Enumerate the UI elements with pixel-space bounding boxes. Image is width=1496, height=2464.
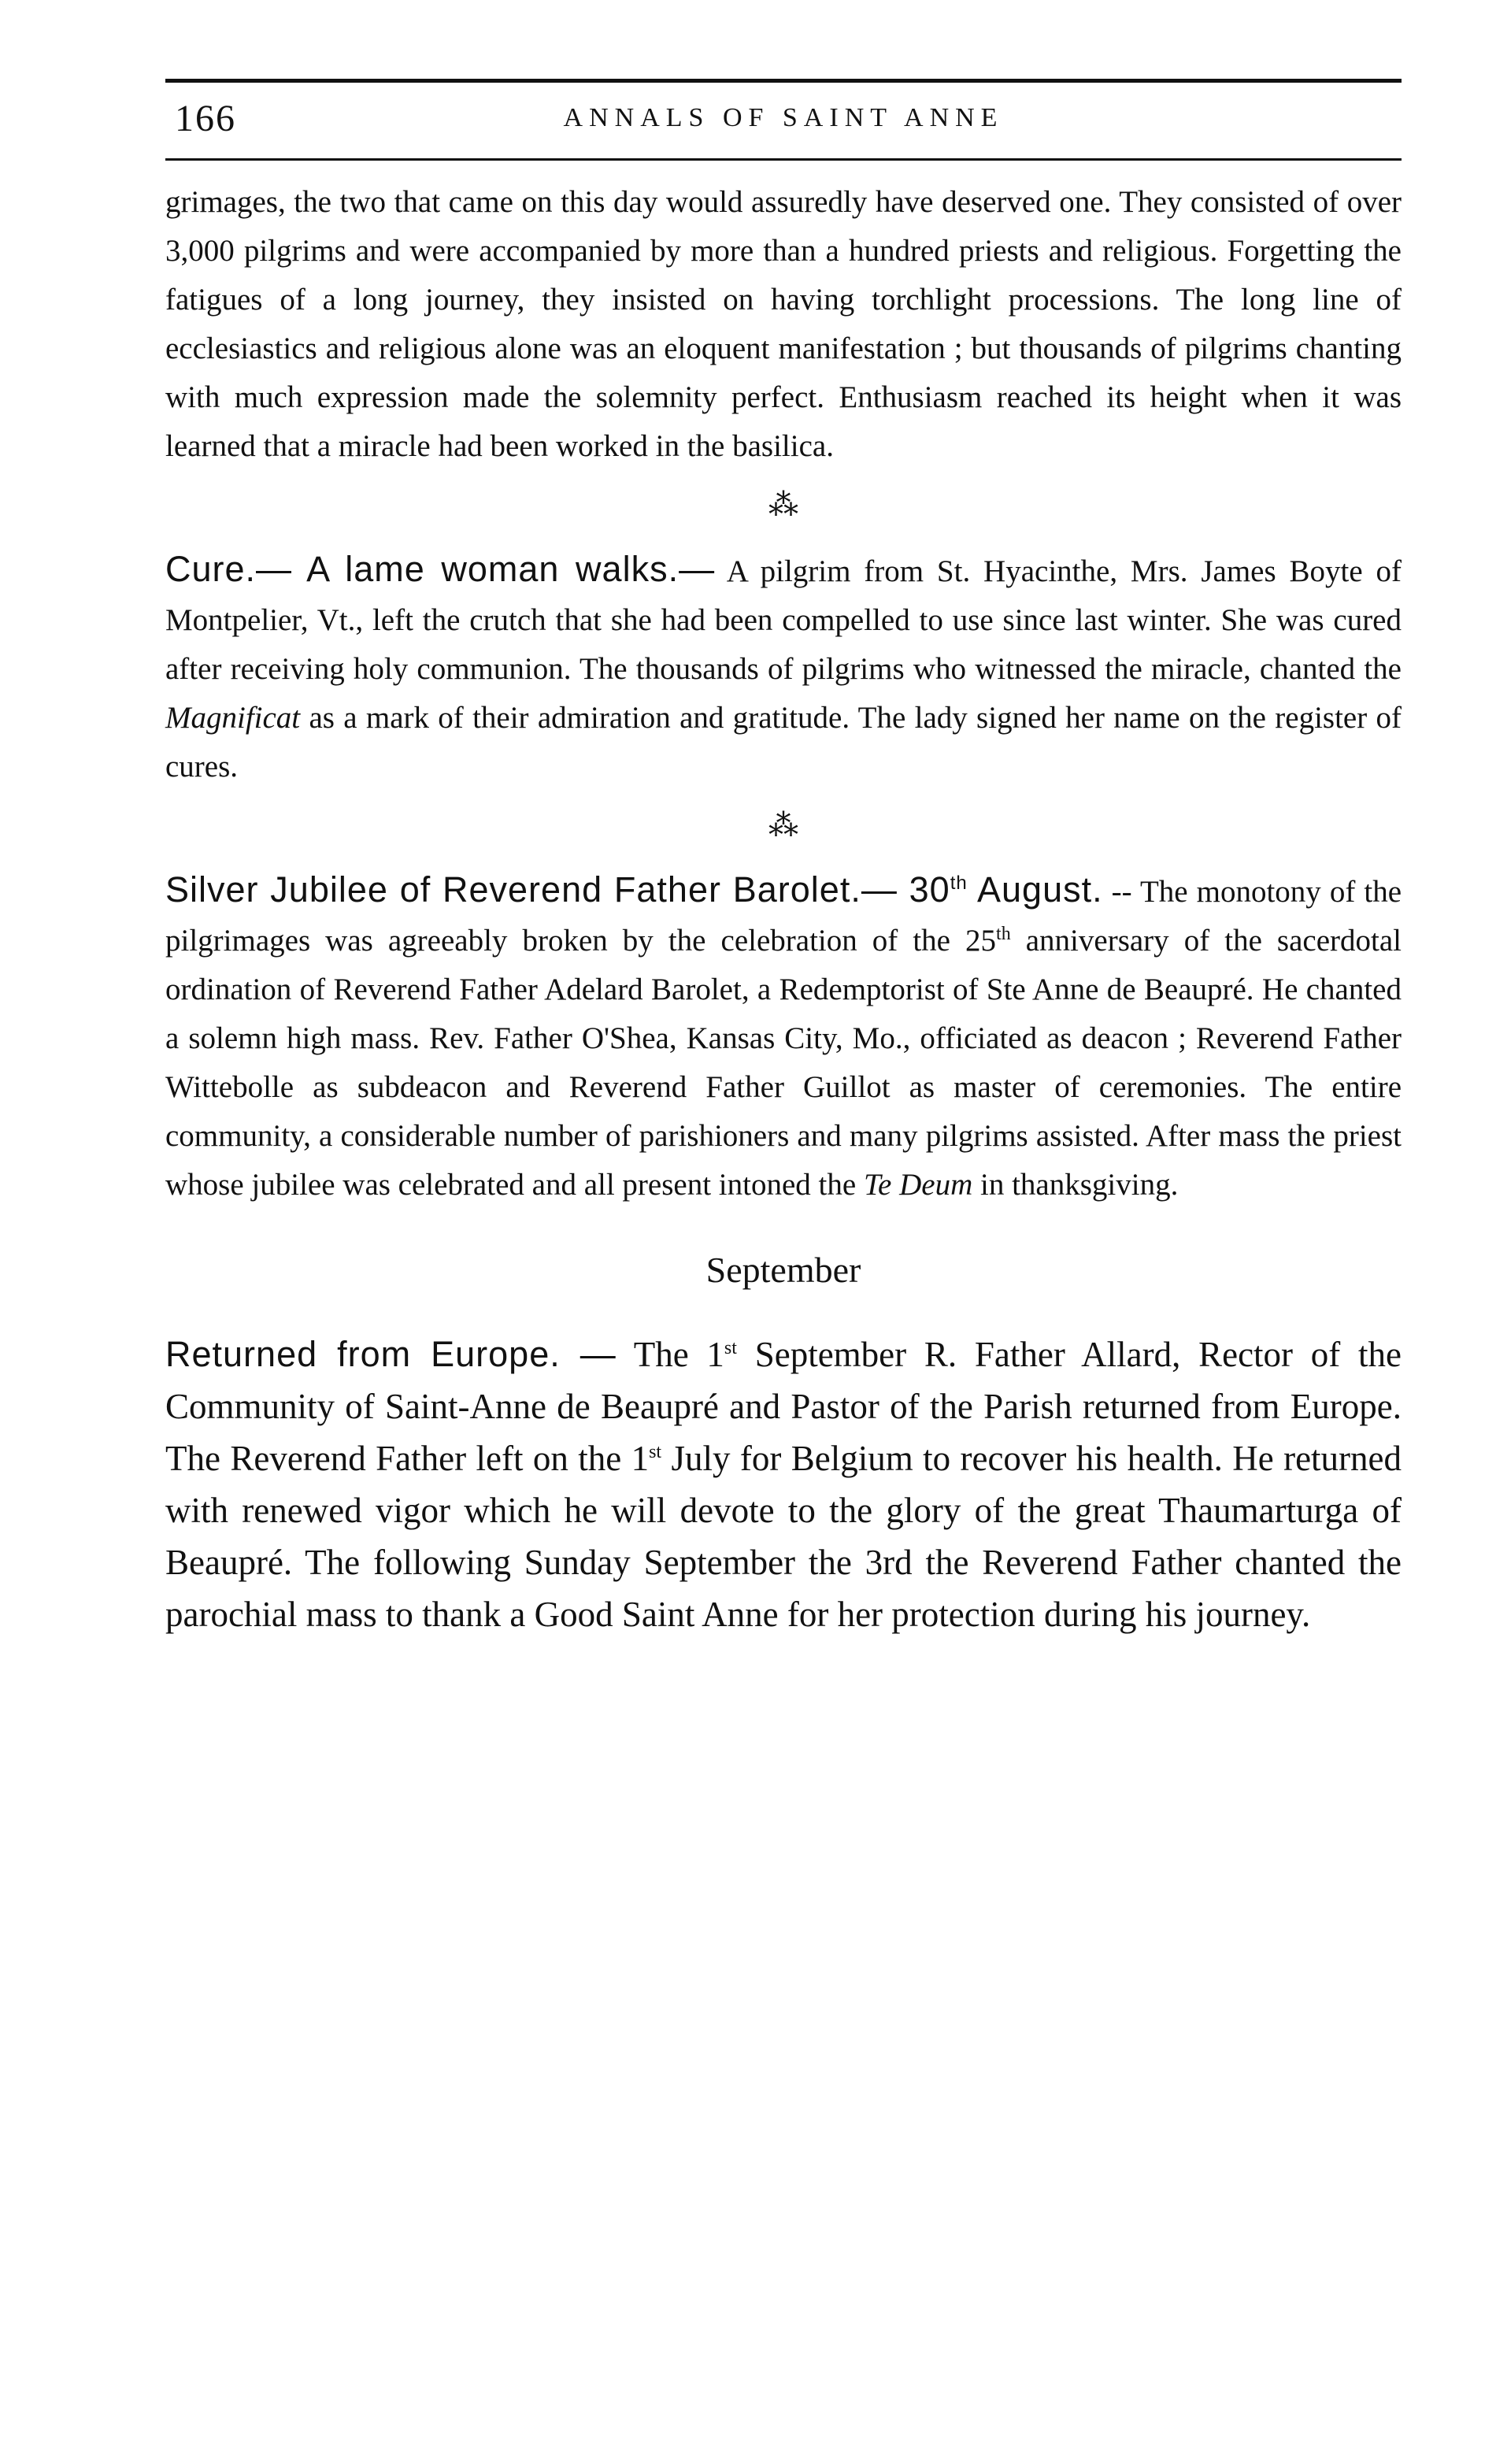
- ornament-divider: ⁂: [768, 489, 798, 522]
- jubilee-heading-text: Silver Jubilee of Reverend Father Barolet.— 30: [165, 869, 950, 910]
- jubilee-text: -- The monotony of the pilgrimages was agreeably broken by the celebration of the 25: [165, 875, 1402, 958]
- header-rule: [165, 158, 1402, 161]
- europe-heading: Returned from Europe. —: [165, 1334, 617, 1374]
- book-page: [165, 79, 1402, 1640]
- ornament-divider: ⁂: [768, 810, 798, 843]
- jubilee-heading: [165, 869, 1103, 910]
- intro-paragraph: grimages, the two that came on this day would assuredly have deserved one. They consisted of over 3,000 pilgrims and were accompanied by more than a hundred priests and religious. Forgetting the fatigues of a long journey, they insisted on having torchlight processions. The long line of ecclesiastics and religious alone was an eloquent manifestation ; but thousands of pilgrims chanting with much expression made the solemnity perfect. Enthusiasm reached its height when it was learned that a miracle had been worked in the basilica.: [165, 185, 1402, 463]
- cure-text: A pilgrim from St. Hyacinthe, Mrs. James Boyte of Montpelier, Vt., left the crutch that she had been compelled to use since last winter. She was cured after receiving holy communion. The thousands of pilgrims who witnessed the miracle, chanted the: [165, 554, 1402, 686]
- cure-paragraph: [165, 545, 1402, 791]
- jubilee-heading-end: August.: [977, 869, 1103, 910]
- page-header: [165, 79, 1402, 155]
- magnificat-title: Magnificat: [165, 701, 301, 735]
- europe-paragraph: [165, 1328, 1402, 1640]
- jubilee-paragraph: [165, 865, 1402, 1210]
- europe-sup-2: st: [649, 1442, 662, 1462]
- europe-sup-1: st: [724, 1338, 737, 1358]
- section-title-september: September: [705, 1250, 861, 1290]
- jubilee-text-end: in thanksgiving.: [980, 1168, 1179, 1202]
- cure-heading: Cure.— A lame woman walks.—: [165, 549, 716, 589]
- europe-text-3: July for Belgium to recover his health. He returned with renewed vigor which he will devote to the glory of the great Thaumarturga of Beaupré. The following Sunday September the 3rd the Reverend Father chanted the parochial mass to thank a Good Saint Anne for her protection during his journey.: [165, 1439, 1402, 1634]
- cure-text-end: as a mark of their admiration and gratitude. The lady signed her name on the register of cures.: [165, 701, 1402, 784]
- page-number: 166: [175, 98, 236, 139]
- running-title: ANNALS OF SAINT ANNE: [563, 103, 1004, 132]
- jubilee-text-2: anniversary of the sacerdotal ordination of Reverend Father Adelard Barolet, a Redemptorist of Ste Anne de Beaupré. He chanted a solemn high mass. Rev. Father O'Shea, Kansas City, Mo., officiated as deacon ; Reverend Father Wittebolle as subdeacon and Reverend Father Guillot as master of ceremonies. The entire community, a considerable number of parishioners and many pilgrims assisted. After mass the priest whose jubilee was celebrated and all present intoned the: [165, 924, 1402, 1202]
- te-deum-title: Te Deum: [863, 1168, 973, 1202]
- jubilee-heading-sup: th: [950, 873, 968, 894]
- europe-text-1: The 1: [633, 1335, 724, 1374]
- jubilee-sup: th: [996, 924, 1011, 944]
- europe-text-2: September R. Father Allard, Rector of the Community of Saint-Anne de Beaupré and Pastor of the Parish returned from Europe. The Reverend Father left on the 1: [165, 1335, 1402, 1478]
